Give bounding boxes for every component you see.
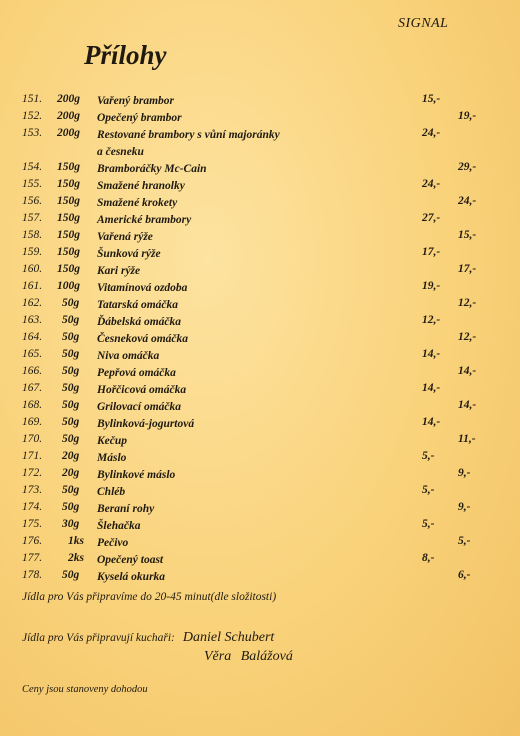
item-name: Šunková rýže: [97, 248, 161, 260]
menu-item: [0, 297, 520, 314]
item-price: 5,-: [458, 535, 471, 547]
item-quantity: 50g: [62, 399, 80, 411]
menu-item: [0, 280, 520, 297]
menu-list: [0, 93, 520, 586]
item-name: Vařený brambor: [97, 95, 174, 107]
item-name: Pečivo: [97, 537, 129, 549]
item-quantity: 50g: [62, 501, 80, 513]
item-name: Restované brambory s vůní majoránky a česneku: [97, 129, 280, 158]
item-name: Bylinkové máslo: [97, 469, 176, 481]
menu-item: [0, 127, 520, 161]
item-price: 14,-: [422, 382, 441, 394]
item-number: 163.: [22, 314, 43, 326]
item-quantity: 50g: [62, 331, 80, 343]
item-number: 172.: [22, 467, 43, 479]
item-number: 157.: [22, 212, 43, 224]
item-price: 6,-: [458, 569, 471, 581]
item-number: 154.: [22, 161, 43, 173]
item-price: 12,-: [458, 297, 477, 309]
item-quantity: 200g: [57, 127, 80, 139]
menu-item: [0, 229, 520, 246]
item-number: 162.: [22, 297, 43, 309]
item-number: 178.: [22, 569, 43, 581]
item-name: Šlehačka: [97, 520, 141, 532]
item-quantity: 50g: [62, 314, 80, 326]
menu-item: [0, 314, 520, 331]
item-price: 9,-: [458, 501, 471, 513]
menu-item: [0, 535, 520, 552]
item-price: 17,-: [458, 263, 477, 275]
menu-item: [0, 212, 520, 229]
item-number: 175.: [22, 518, 43, 530]
item-name: Tatarská omáčka: [97, 299, 179, 311]
item-quantity: 200g: [57, 110, 80, 122]
item-price: 29,-: [458, 161, 477, 173]
item-number: 170.: [22, 433, 43, 445]
prices-note: Ceny jsou stanoveny dohodou: [22, 684, 148, 695]
item-price: 24,-: [458, 195, 477, 207]
menu-item: [0, 161, 520, 178]
item-name: Kyselá okurka: [97, 571, 166, 583]
item-number: 177.: [22, 552, 43, 564]
item-quantity: 150g: [57, 178, 80, 190]
item-number: 164.: [22, 331, 43, 343]
brand-name: SIGNAL: [398, 16, 449, 31]
item-name: Hořčicová omáčka: [97, 384, 187, 396]
item-price: 14,-: [422, 348, 441, 360]
item-quantity: 20g: [62, 450, 80, 462]
item-price: 19,-: [458, 110, 477, 122]
menu-item: [0, 399, 520, 416]
menu-item: [0, 467, 520, 484]
item-name: Beraní rohy: [97, 503, 155, 515]
item-price: 24,-: [422, 127, 441, 139]
item-name: Ďábelská omáčka: [97, 316, 182, 328]
menu-item: [0, 569, 520, 586]
item-name: Bramboráčky Mc-Cain: [97, 163, 207, 175]
item-name: Opečený brambor: [97, 112, 182, 124]
item-number: 171.: [22, 450, 43, 462]
item-quantity: 50g: [62, 569, 80, 581]
item-name: Kari rýže: [97, 265, 141, 277]
item-price: 14,-: [422, 416, 441, 428]
item-name: Opečený toast: [97, 554, 164, 566]
menu-item: [0, 433, 520, 450]
item-quantity: 200g: [57, 93, 80, 105]
item-quantity: 150g: [57, 229, 80, 241]
item-name: Kečup: [97, 435, 128, 447]
item-quantity: 50g: [62, 297, 80, 309]
menu-item: [0, 246, 520, 263]
menu-item: [0, 110, 520, 127]
item-price: 12,-: [458, 331, 477, 343]
item-name: Niva omáčka: [97, 350, 160, 362]
item-number: 151.: [22, 93, 43, 105]
item-number: 166.: [22, 365, 43, 377]
item-quantity: 150g: [57, 246, 80, 258]
menu-item: [0, 348, 520, 365]
item-price: 5,-: [422, 484, 435, 496]
item-quantity: 50g: [62, 484, 80, 496]
item-number: 174.: [22, 501, 43, 513]
menu-item: [0, 195, 520, 212]
item-price: 12,-: [422, 314, 441, 326]
item-price: 19,-: [422, 280, 441, 292]
menu-item: [0, 416, 520, 433]
item-number: 156.: [22, 195, 43, 207]
menu-item: [0, 365, 520, 382]
item-quantity: 50g: [62, 348, 80, 360]
item-quantity: 150g: [57, 195, 80, 207]
cook-name: Daniel Schubert: [182, 630, 275, 645]
item-quantity: 150g: [57, 212, 80, 224]
menu-item: [0, 518, 520, 535]
item-name: Grilovací omáčka: [97, 401, 181, 413]
item-quantity: 1ks: [68, 535, 84, 547]
item-quantity: 100g: [57, 280, 80, 292]
item-price: 17,-: [422, 246, 441, 258]
cooks-label: Jídla pro Vás připravují kuchaři:: [22, 632, 175, 644]
item-quantity: 50g: [62, 416, 80, 428]
item-quantity: 50g: [62, 365, 80, 377]
item-price: 24,-: [422, 178, 441, 190]
cook-name: Věra Balážová: [204, 649, 293, 664]
item-price: 11,-: [458, 433, 476, 445]
item-name: Máslo: [97, 452, 127, 464]
item-price: 14,-: [458, 399, 477, 411]
item-number: 169.: [22, 416, 43, 428]
item-number: 176.: [22, 535, 43, 547]
item-name: Smažené krokety: [97, 197, 178, 209]
item-number: 161.: [22, 280, 43, 292]
item-price: 9,-: [458, 467, 471, 479]
item-name: Americké brambory: [97, 214, 192, 226]
item-price: 15,-: [458, 229, 477, 241]
item-number: 167.: [22, 382, 43, 394]
item-name: Pepřová omáčka: [97, 367, 176, 379]
item-quantity: 20g: [62, 467, 80, 479]
item-quantity: 150g: [57, 263, 80, 275]
item-quantity: 50g: [62, 433, 80, 445]
menu-item: [0, 263, 520, 280]
item-price: 14,-: [458, 365, 477, 377]
menu-item: [0, 501, 520, 518]
item-number: 155.: [22, 178, 43, 190]
item-number: 153.: [22, 127, 43, 139]
menu-item: [0, 450, 520, 467]
item-number: 165.: [22, 348, 43, 360]
item-number: 158.: [22, 229, 43, 241]
item-number: 160.: [22, 263, 43, 275]
menu-item: [0, 178, 520, 195]
item-name: Vitamínová ozdoba: [97, 282, 188, 294]
menu-item: [0, 382, 520, 399]
item-quantity: 2ks: [68, 552, 84, 564]
cooks-line: [22, 628, 274, 646]
item-price: 5,-: [422, 450, 435, 462]
item-price: 27,-: [422, 212, 441, 224]
item-number: 173.: [22, 484, 43, 496]
item-number: 168.: [22, 399, 43, 411]
item-price: 15,-: [422, 93, 441, 105]
item-price: 5,-: [422, 518, 435, 530]
item-name: Vařená rýže: [97, 231, 153, 243]
menu-item: [0, 93, 520, 110]
prep-time-note: Jídla pro Vás připravíme do 20-45 minut(dle složitosti): [22, 591, 277, 603]
item-price: 8,-: [422, 552, 435, 564]
item-quantity: 150g: [57, 161, 80, 173]
item-name: Chléb: [97, 486, 126, 498]
menu-item: [0, 484, 520, 501]
item-quantity: 30g: [62, 518, 80, 530]
page-title: Přílohy: [84, 40, 167, 70]
menu-item: [0, 331, 520, 348]
item-name: Bylinková-jogurtová: [97, 418, 195, 430]
menu-item: [0, 552, 520, 569]
item-name: Smažené hranolky: [97, 180, 185, 192]
item-number: 152.: [22, 110, 43, 122]
item-name: Česneková omáčka: [97, 333, 189, 345]
item-quantity: 50g: [62, 382, 80, 394]
item-number: 159.: [22, 246, 43, 258]
